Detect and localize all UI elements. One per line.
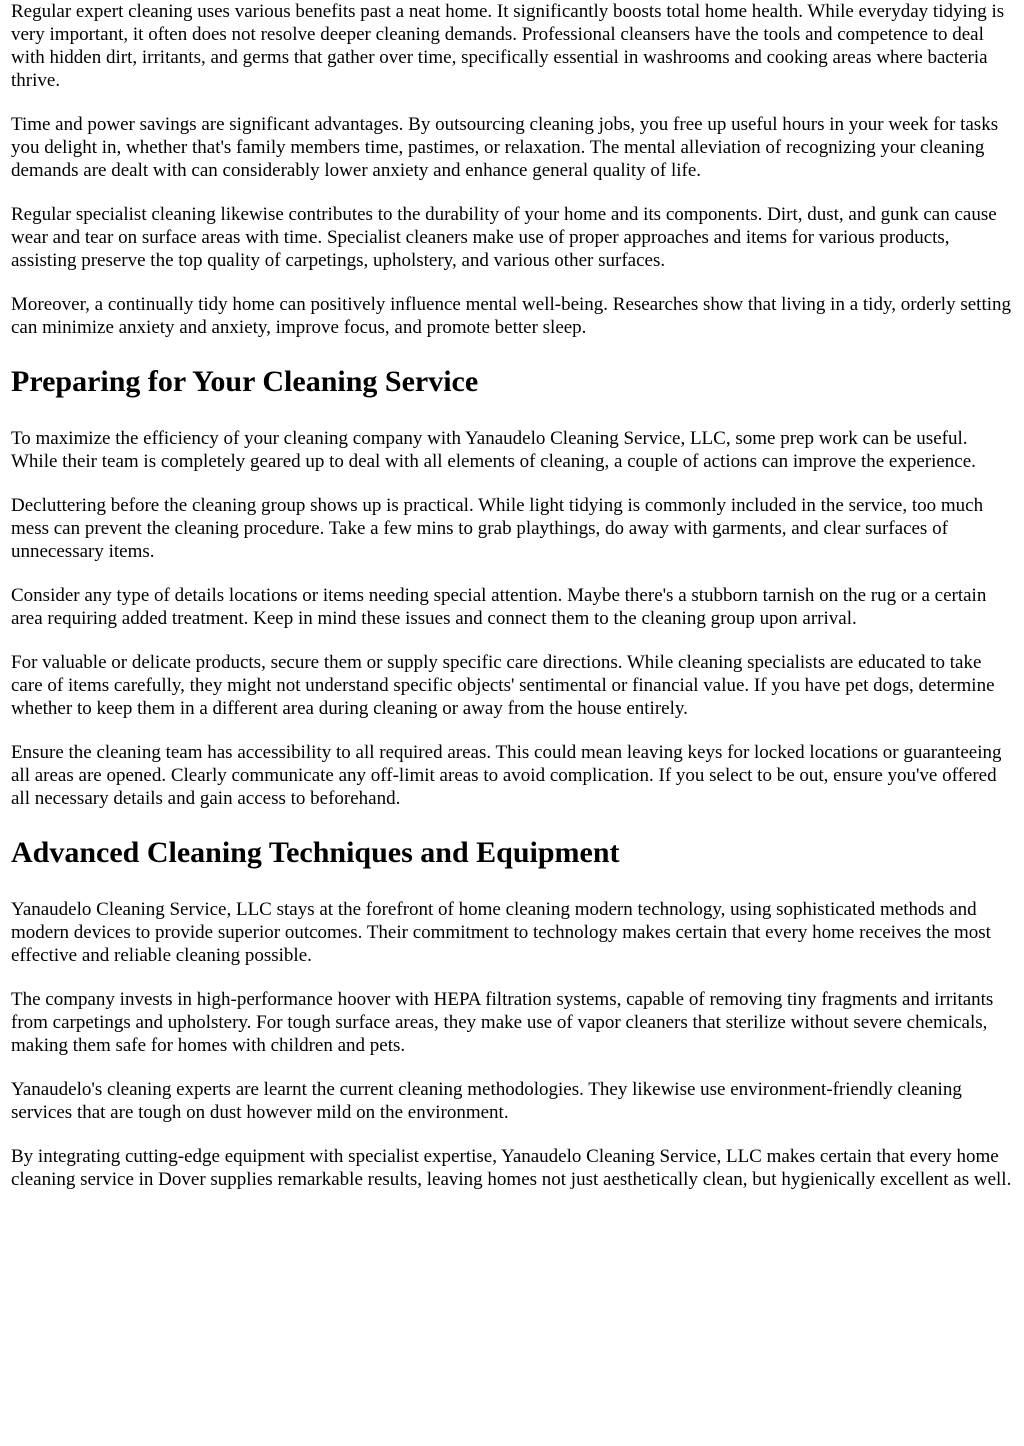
paragraph: Time and power savings are significant advantages. By outsourcing cleaning jobs, you free up useful hours in your week for tasks you delight in, whether that's family members time, pastimes, or relaxation. The mental alleviation of recognizing your cleaning demands are dealt with can considerably lower anxiety and enhance general quality of life. xyxy=(11,114,999,181)
paragraph: By integrating cutting-edge equipment with specialist expertise, Yanaudelo Cleaning Service, LLC makes certain that every home cleaning service in Dover supplies remarkable results, leaving homes not just aesthetically clean, but hygienically excellent as well. xyxy=(11,1146,1012,1190)
paragraph: Regular expert cleaning uses various benefits past a neat home. It significantly boosts total home health. While everyday tidying is very important, it often does not resolve deeper cleaning demands. Professional cleansers have the tools and competence to deal with hidden dirt, irritants, and germs that gather over time, specifically essential in washrooms and cooking areas where bacteria thrive. xyxy=(11,1,1005,91)
section-intro xyxy=(11,0,1013,339)
paragraph: Yanaudelo Cleaning Service, LLC stays at the forefront of home cleaning modern technology, using sophisticated methods and modern devices to provide superior outcomes. Their commitment to technology makes certain that every home receives the most effective and reliable cleaning possible. xyxy=(11,899,991,966)
paragraph: Yanaudelo's cleaning experts are learnt the current cleaning methodologies. They likewise use environment-friendly cleaning services that are tough on dust however mild on the environment. xyxy=(11,1079,962,1123)
paragraph: Ensure the cleaning team has accessibility to all required areas. This could mean leaving keys for locked locations or guaranteeing all areas are opened. Clearly communicate any off-limit areas to avoid complication. If you select to be out, ensure you've offered all necessary details and gain access to beforehand. xyxy=(11,742,1002,809)
paragraph: For valuable or delicate products, secure them or supply specific care directions. While cleaning specialists are educated to take care of items carefully, they might not understand specific objects' sentimental or financial value. If you have pet dogs, determine whether to keep them in a different area during cleaning or away from the house entirely. xyxy=(11,652,995,719)
section-preparing xyxy=(11,365,1013,810)
paragraph: The company invests in high-performance hoover with HEPA filtration systems, capable of removing tiny fragments and irritants from carpetings and upholstery. For tough surface areas, they make use of vapor cleaners that sterilize without severe chemicals, making them safe for homes with children and pets. xyxy=(11,989,994,1056)
paragraph: Regular specialist cleaning likewise contributes to the durability of your home and its components. Dirt, dust, and gunk can cause wear and tear on surface areas with time. Specialist cleaners make use of proper approaches and items for various products, assisting preserve the top quality of carpetings, upholstery, and various other surfaces. xyxy=(11,204,997,271)
paragraph: Decluttering before the cleaning group shows up is practical. While light tidying is commonly included in the service, too much mess can prevent the cleaning procedure. Take a few mins to grab playthings, do away with garments, and clear surfaces of unnecessary items. xyxy=(11,495,984,562)
paragraph: Consider any type of details locations or items needing special attention. Maybe there's a stubborn tarnish on the rug or a certain area requiring added treatment. Keep in mind these issues and connect them to the cleaning group upon arrival. xyxy=(11,585,987,629)
section-heading: Advanced Cleaning Techniques and Equipment xyxy=(11,836,620,869)
paragraph: To maximize the efficiency of your cleaning company with Yanaudelo Cleaning Service, LLC, some prep work can be useful. While their team is completely geared up to deal with all elements of cleaning, a couple of actions can improve the experience. xyxy=(11,428,976,472)
section-advanced xyxy=(11,836,1013,1191)
paragraph: Moreover, a continually tidy home can positively influence mental well-being. Researches show that living in a tidy, orderly setting can minimize anxiety and anxiety, improve focus, and promote better sleep. xyxy=(11,294,1011,338)
section-heading: Preparing for Your Cleaning Service xyxy=(11,365,479,398)
